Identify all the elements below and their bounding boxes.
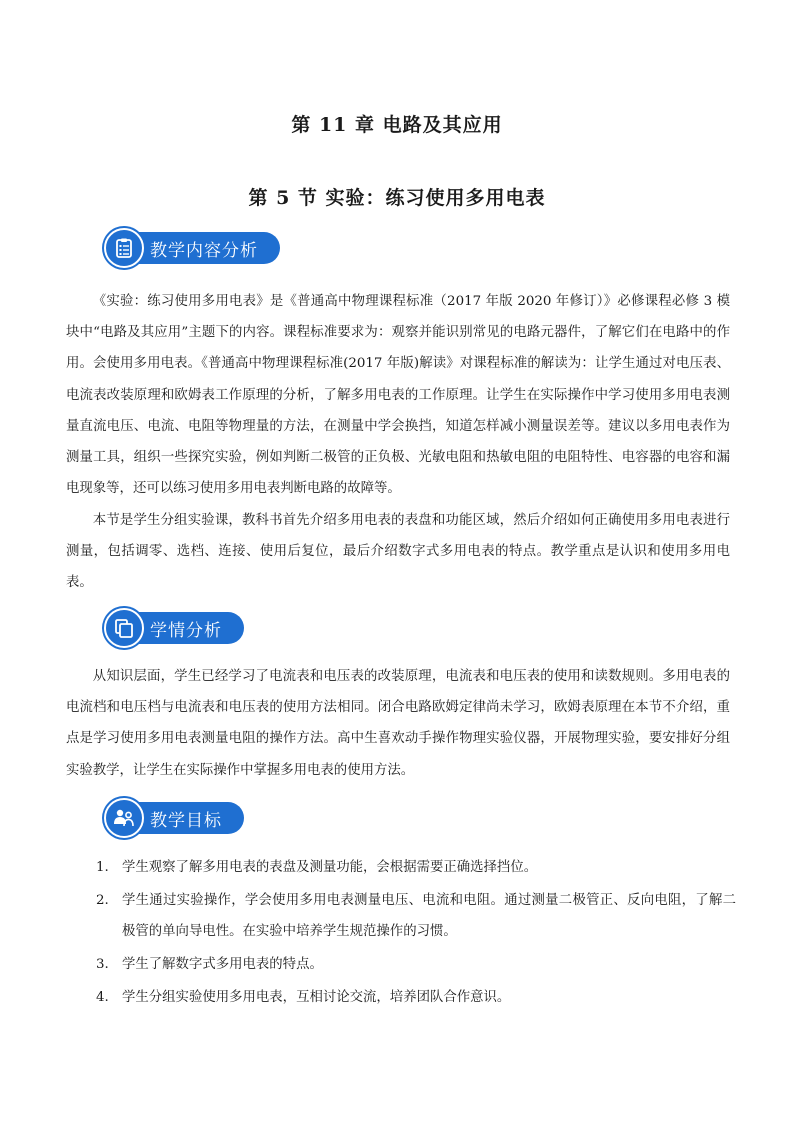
paragraph: 本节是学生分组实验课，教科书首先介绍多用电表的表盘和功能区域，然后介绍如何正确使用多用电表进行测量，包括调零、选档、连接、使用后复位，最后介绍数字式多用电表的特点。教学重点是认识和使用多用电表。: [66, 513, 730, 591]
stacked-documents-icon: [104, 608, 144, 648]
list-item: [96, 885, 736, 947]
list-item-number: 4.: [96, 990, 109, 1005]
people-group-icon: [104, 798, 144, 838]
list-item: [96, 982, 736, 1013]
list-item-text: 学生分组实验使用多用电表，互相讨论交流，培养团队合作意识。: [122, 990, 511, 1005]
paragraph: 从知识层面，学生已经学习了电流表和电压表的改装原理，电流表和电压表的使用和读数规则。多用电表的电流档和电压档与电流表和电压表的使用方法相同。闭合电路欧姆定律尚未学习，欧姆表原理在本节不介绍，重点是学习使用多用电表测量电阻的操作方法。高中生喜欢动手操作物理实验仪器，开展物理实验，要安排好分组实验教学，让学生在实际操作中掌握多用电表的使用方法。: [66, 669, 730, 778]
clipboard-list-icon: [104, 228, 144, 268]
list-item-text: 学生观察了解多用电表的表盘及测量功能，会根据需要正确选择挡位。: [122, 860, 538, 875]
list-item-number: 3.: [96, 957, 109, 972]
list-item-text: 学生了解数字式多用电表的特点。: [122, 957, 323, 972]
chapter-title: 第 11 章 电路及其应用: [291, 114, 503, 136]
section-heading-label: 教学内容分析: [130, 232, 280, 264]
section-heading-content-analysis: [104, 230, 280, 266]
list-item-text: 学生通过实验操作，学会使用多用电表测量电压、电流和电阻。通过测量二极管正、反向电阻，了解二极管的单向导电性。在实验中培养学生规范操作的习惯。: [122, 893, 736, 939]
list-item-number: 1.: [96, 860, 109, 875]
list-item: [96, 949, 736, 980]
section-heading-label: 教学目标: [130, 802, 244, 834]
section-title: 第 5 节 实验：练习使用多用电表: [248, 187, 546, 209]
section-heading-teaching-goals: [104, 800, 244, 836]
paragraph: 《实验：练习使用多用电表》是《普通高中物理课程标准（2017 年版 2020 年修订）》必修课程必修 3 模块中“电路及其应用”主题下的内容。课程标准要求为：观察并能识别常见的电路元器件，了解它们在电路中的作用。会使用多用电表。《普通高中物理课程标准(2017 年版)解读》对课程标准的解读为：让学生通过对电压表、电流表改装原理和欧姆表工作原理的分析，了解多用电表的工作原理。让学生在实际操作中学习使用多用电表测量直流电压、电流、电阻等物理量的方法，在测量中学会换挡，知道怎样减小测量误差等。建议以多用电表作为测量工具，组织一些探究实验，例如判断二极管的正负极、光敏电阻和热敏电阻的电阻特性、电容器的电容和漏电现象等，还可以练习使用多用电表判断电路的故障等。: [66, 294, 730, 497]
list-item: [96, 852, 736, 883]
teaching-goals-list: [96, 852, 736, 1015]
section-heading-label: 学情分析: [130, 612, 244, 644]
list-item-number: 2.: [96, 893, 109, 908]
section-heading-learner-analysis: [104, 610, 244, 646]
